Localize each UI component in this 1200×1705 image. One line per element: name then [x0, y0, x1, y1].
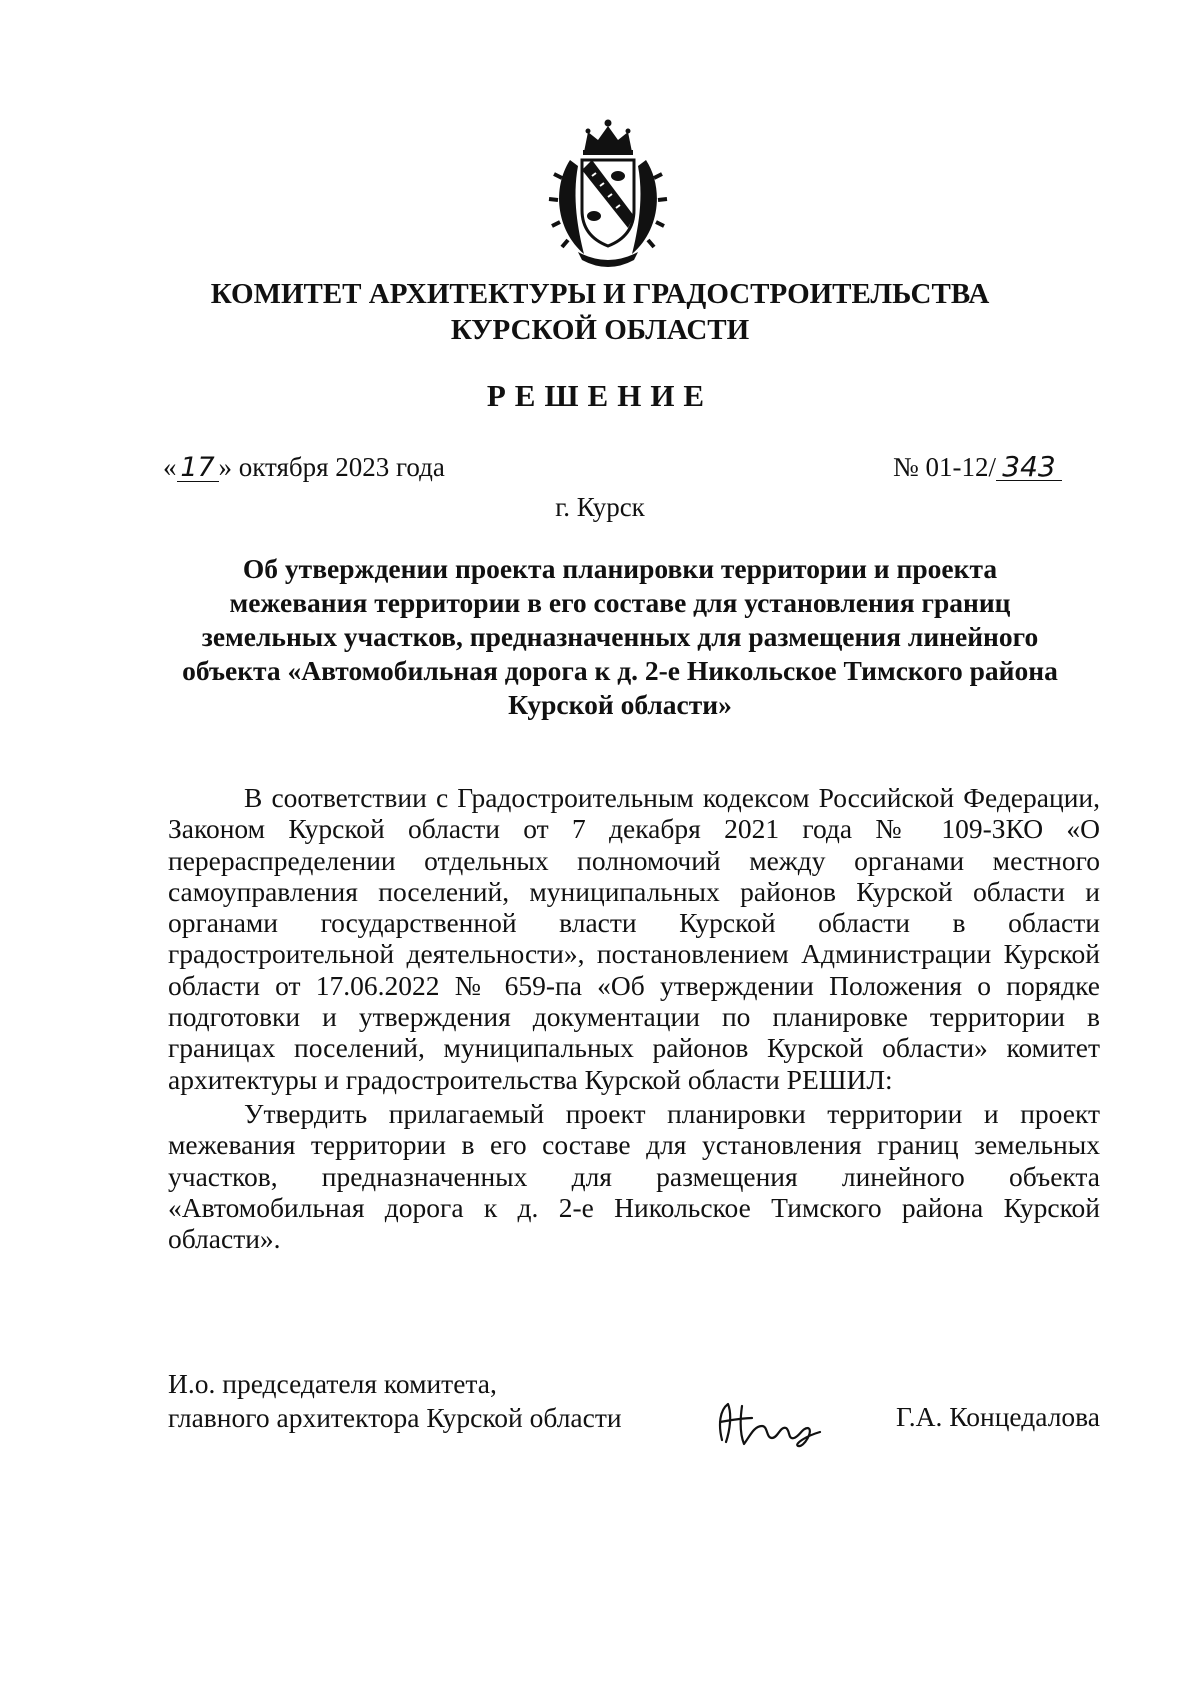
- number-handwritten: 343: [996, 454, 1062, 481]
- signatory-name: Г.А. Концедалова: [895, 1401, 1100, 1432]
- document-body: [168, 782, 1100, 1254]
- preamble-paragraph: В соответствии с Градостроительным кодексом Российской Федерации, Законом Курской области от 7 декабря 2021 года № 109-ЗКО «О перераспределении отдельных полномочий между органами местного самоуправления поселений, муниципальных районов Курской области и органами государственной власти Курской области в области градостроительной деятельности», постановлением Администрации Курской области от 17.06.2022 № 659-па «Об утверждении Положения о порядке подготовки и утверждения документации по планировке территории в границах поселений, муниципальных районов Курской области» комитет архитектуры и градостроительства Курской области РЕШИЛ:: [168, 782, 1100, 1095]
- position-line-1: И.о. председателя комитета,: [168, 1368, 497, 1399]
- date-month-year: » октября 2023 года: [218, 452, 445, 482]
- city: г. Курск: [555, 492, 645, 522]
- signatory-position: [168, 1367, 622, 1435]
- subject-line: Курской области»: [508, 689, 732, 720]
- subject-line: объекта «Автомобильная дорога к д. 2-е Никольское Тимского района: [182, 655, 1058, 686]
- kursk-coat-of-arms-icon: [548, 118, 668, 268]
- handwritten-signature: [708, 1396, 826, 1454]
- document-type: РЕШЕНИЕ: [486, 378, 714, 413]
- date-open-quote: «: [163, 452, 177, 482]
- number-prefix: № 01-12/: [892, 452, 996, 482]
- document-subject: [150, 552, 1090, 722]
- position-line-2: главного архитектора Курской области: [168, 1402, 622, 1433]
- document-number: [893, 452, 1062, 483]
- organization-name: [0, 276, 1200, 348]
- decision-paragraph: Утвердить прилагаемый проект планировки территории и проект межевания территории в его составе для установления границ земельных участков, предназначенных для размещения линейного объекта «Автомобильная дорога к д. 2-е Никольское Тимского района Курской области».: [168, 1097, 1100, 1255]
- subject-line: Об утверждении проекта планировки территории и проекта: [242, 553, 998, 584]
- org-line-1: КОМИТЕТ АРХИТЕКТУРЫ И ГРАДОСТРОИТЕЛЬСТВА: [210, 278, 990, 310]
- document-date: [163, 452, 445, 483]
- org-line-2: КУРСКОЙ ОБЛАСТИ: [450, 314, 750, 346]
- date-day-handwritten: 17: [177, 455, 219, 482]
- subject-line: земельных участков, предназначенных для размещения линейного: [201, 621, 1039, 652]
- subject-line: межевания территории в его составе для установления границ: [229, 587, 1011, 618]
